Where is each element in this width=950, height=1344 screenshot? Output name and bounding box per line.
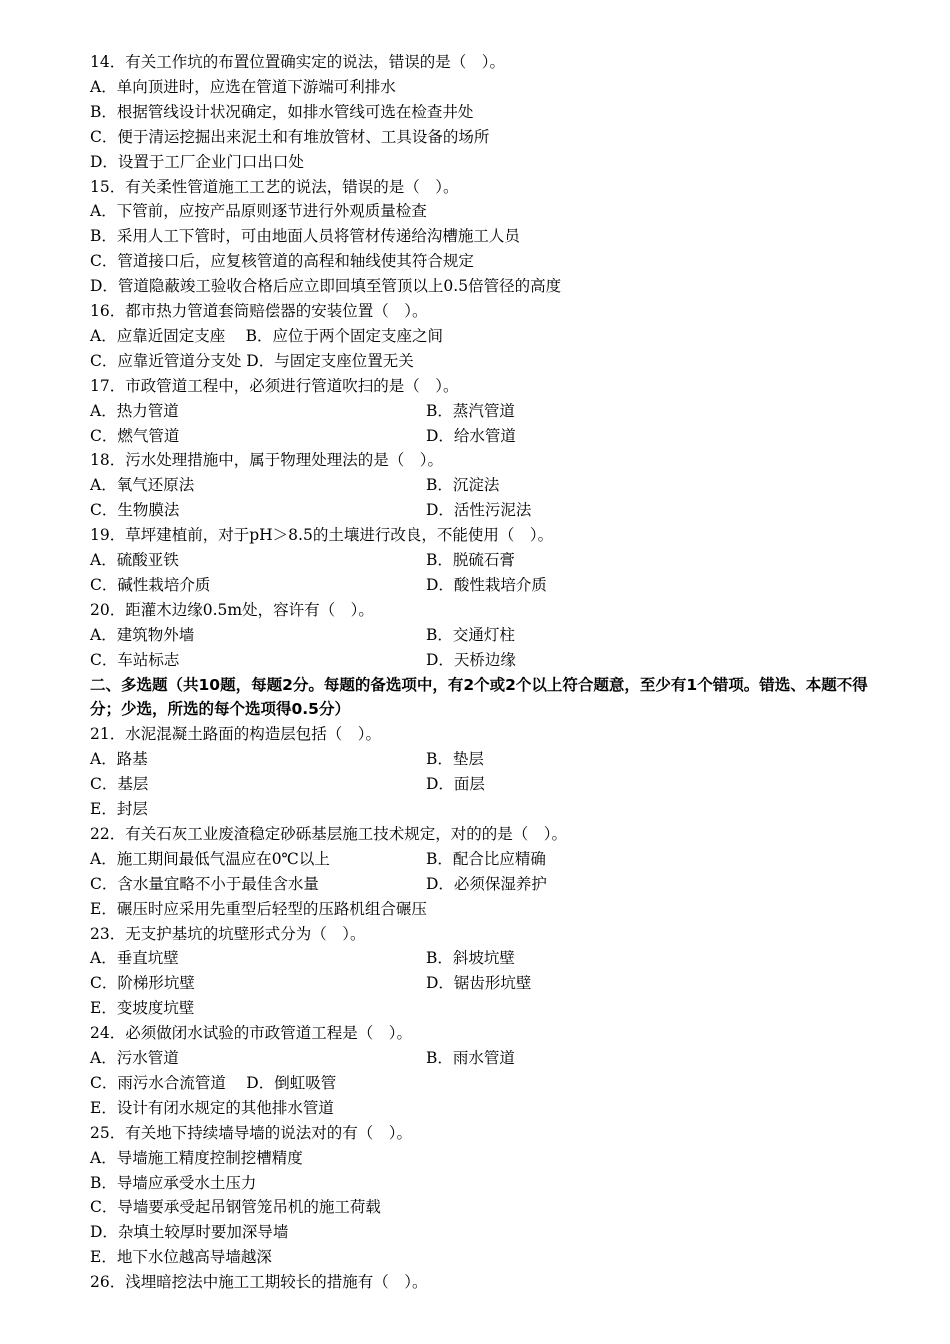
- line-text: E．变坡度坑壁: [90, 999, 195, 1018]
- line-text: 15．有关柔性管道施工工艺的说法，错误的是（ ）。: [90, 177, 459, 196]
- text-line: [90, 623, 515, 648]
- line-text: E．地下水位越高导墙越深: [90, 1248, 272, 1267]
- line-text: 17．市政管道工程中，必须进行管道吹扫的是（ ）。: [90, 376, 459, 395]
- line-text: A．路基: [90, 750, 148, 769]
- line-text: C．雨污水合流管道 D．倒虹吸管: [90, 1073, 337, 1092]
- option-right: D．活性污泥法: [426, 501, 532, 520]
- line-text: C．基层: [90, 775, 149, 794]
- line-text: E．封层: [90, 800, 148, 818]
- line-text: C．导墙要承受起吊钢管笼吊机的施工荷载: [90, 1198, 381, 1217]
- text-line: [90, 822, 567, 847]
- text-line: [90, 648, 516, 673]
- section-heading: [90, 673, 870, 723]
- text-line: [90, 1071, 336, 1096]
- text-line: [90, 1270, 427, 1295]
- line-text: E．碾压时应采用先重型后轻型的压路机组合碾压: [90, 899, 427, 918]
- text-line: [90, 598, 374, 623]
- option-right: D．给水管道: [426, 426, 516, 445]
- line-text: A．垂直坑壁: [90, 949, 179, 968]
- option-right: B．垫层: [426, 750, 484, 769]
- line-text: C．生物膜法: [90, 501, 180, 520]
- line-text: 14．有关工作坑的布置位置确实定的说法，错误的是（ ）。: [90, 53, 505, 71]
- line-text: 24．必须做闭水试验的市政管道工程是（ ）。: [90, 1024, 412, 1043]
- option-right: D．酸性栽培介质: [426, 575, 547, 594]
- text-line: [90, 448, 443, 473]
- line-text: 二、多选题（共10题，每题2分。每题的备选项中，有2个或2个以上符合题意，至少有1个错项。错选、本题不得分；少选，所选的每个选项得0.5分）: [90, 675, 868, 719]
- line-text: C．燃气管道: [90, 426, 180, 445]
- text-line: [90, 946, 515, 971]
- option-right: B．斜坡坑壁: [426, 949, 515, 968]
- option-right: D．面层: [426, 775, 485, 794]
- line-text: D．设置于工厂企业门口出口处: [90, 152, 304, 171]
- text-line: [90, 523, 553, 548]
- text-line: [90, 50, 505, 75]
- text-line: [90, 1096, 334, 1121]
- text-line: [90, 797, 148, 822]
- text-line: [90, 897, 427, 922]
- text-line: [90, 100, 473, 125]
- line-text: E．设计有闭水规定的其他排水管道: [90, 1098, 334, 1117]
- text-line: [90, 75, 396, 100]
- line-text: 19．草坪建植前，对于pH＞8.5的土壤进行改良，不能使用（ ）。: [90, 526, 554, 545]
- line-text: B．导墙应承受水土压力: [90, 1173, 257, 1192]
- option-right: D．必须保湿养护: [426, 874, 547, 893]
- text-line: [90, 1171, 256, 1196]
- text-line: [90, 996, 194, 1021]
- text-line: [90, 1121, 412, 1146]
- text-line: [90, 1195, 381, 1220]
- text-line: [90, 473, 500, 498]
- text-line: [90, 224, 520, 249]
- line-text: C．含水量宜略不小于最佳含水量: [90, 874, 319, 893]
- text-line: [90, 872, 547, 897]
- text-line: [90, 399, 515, 424]
- line-text: 20．距灌木边缘0.5m处，容许有（ ）。: [90, 600, 374, 619]
- text-line: [90, 971, 532, 996]
- line-text: C．便于清运挖掘出来泥土和有堆放管材、工具设备的场所: [90, 127, 490, 146]
- line-text: C．管道接口后，应复核管道的高程和轴线使其符合规定: [90, 252, 474, 271]
- option-right: B．沉淀法: [426, 476, 500, 495]
- text-line: [90, 573, 547, 598]
- line-text: 22．有关石灰工业废渣稳定砂砾基层施工技术规定，对的的是（ ）。: [90, 824, 567, 843]
- line-text: C．碱性栽培介质: [90, 575, 211, 594]
- line-text: A．污水管道: [90, 1049, 179, 1067]
- text-line: [90, 922, 365, 947]
- line-text: A．建筑物外墙: [90, 625, 195, 644]
- text-line: [90, 424, 516, 449]
- text-line: [90, 498, 532, 523]
- line-text: 25．有关地下持续墙导墙的说法对的有（ ）。: [90, 1123, 412, 1142]
- text-line: [90, 548, 515, 573]
- line-text: B．采用人工下管时，可由地面人员将管材传递给沟槽施工人员: [90, 227, 520, 246]
- line-text: A．导墙施工精度控制挖槽精度: [90, 1148, 303, 1167]
- line-text: A．下管前，应按产品原则逐节进行外观质量检查: [90, 202, 427, 221]
- option-right: B．雨水管道: [426, 1049, 515, 1067]
- option-right: D．天桥边缘: [426, 650, 516, 669]
- line-text: 16．都市热力管道套筒赔偿器的安装位置（ ）。: [90, 302, 428, 320]
- line-text: D．管道隐蔽竣工验收合格后应立即回填至管顶以上0.5倍管径的高度: [90, 277, 562, 296]
- text-line: [90, 1146, 303, 1171]
- text-line: [90, 150, 304, 175]
- text-line: [90, 747, 484, 772]
- text-line: [90, 772, 485, 797]
- line-text: A．硫酸亚铁: [90, 551, 179, 569]
- line-text: A．单向顶进时，应选在管道下游端可利排水: [90, 77, 396, 96]
- text-line: [90, 199, 427, 224]
- line-text: A．氧气还原法: [90, 476, 195, 495]
- text-line: [90, 125, 489, 150]
- text-line: [90, 299, 427, 324]
- text-line: [90, 1046, 515, 1071]
- option-right: B．蒸汽管道: [426, 401, 515, 420]
- text-line: [90, 1021, 412, 1046]
- text-line: [90, 324, 443, 349]
- text-line: [90, 1220, 288, 1245]
- option-right: B．脱硫石膏: [426, 551, 515, 569]
- line-text: A．应靠近固定支座 B．应位于两个固定支座之间: [90, 326, 444, 345]
- text-line: [90, 349, 414, 374]
- option-right: B．交通灯柱: [426, 625, 515, 644]
- line-text: C．应靠近管道分支处 D．与固定支座位置无关: [90, 351, 414, 370]
- text-line: [90, 374, 458, 399]
- option-right: B．配合比应精确: [426, 849, 546, 868]
- line-text: D．杂填土较厚时要加深导墙: [90, 1223, 289, 1242]
- text-line: [90, 1245, 272, 1270]
- text-line: [90, 847, 546, 872]
- line-text: A．热力管道: [90, 401, 179, 420]
- line-text: 21．水泥混凝土路面的构造层包括（ ）。: [90, 725, 381, 744]
- text-line: [90, 175, 458, 200]
- line-text: C．车站标志: [90, 650, 180, 669]
- line-text: 23．无支护基坑的坑壁形式分为（ ）。: [90, 924, 366, 943]
- line-text: C．阶梯形坑壁: [90, 974, 195, 993]
- text-line: [90, 722, 381, 747]
- option-right: D．锯齿形坑壁: [426, 974, 532, 993]
- line-text: B．根据管线设计状况确定，如排水管线可选在检查井处: [90, 102, 474, 121]
- text-line: [90, 274, 561, 299]
- line-text: A．施工期间最低气温应在0℃以上: [90, 849, 330, 868]
- text-line: [90, 249, 474, 274]
- line-text: 18．污水处理措施中，属于物理处理法的是（ ）。: [90, 451, 443, 470]
- line-text: 26．浅埋暗挖法中施工工期较长的措施有（ ）。: [90, 1273, 428, 1292]
